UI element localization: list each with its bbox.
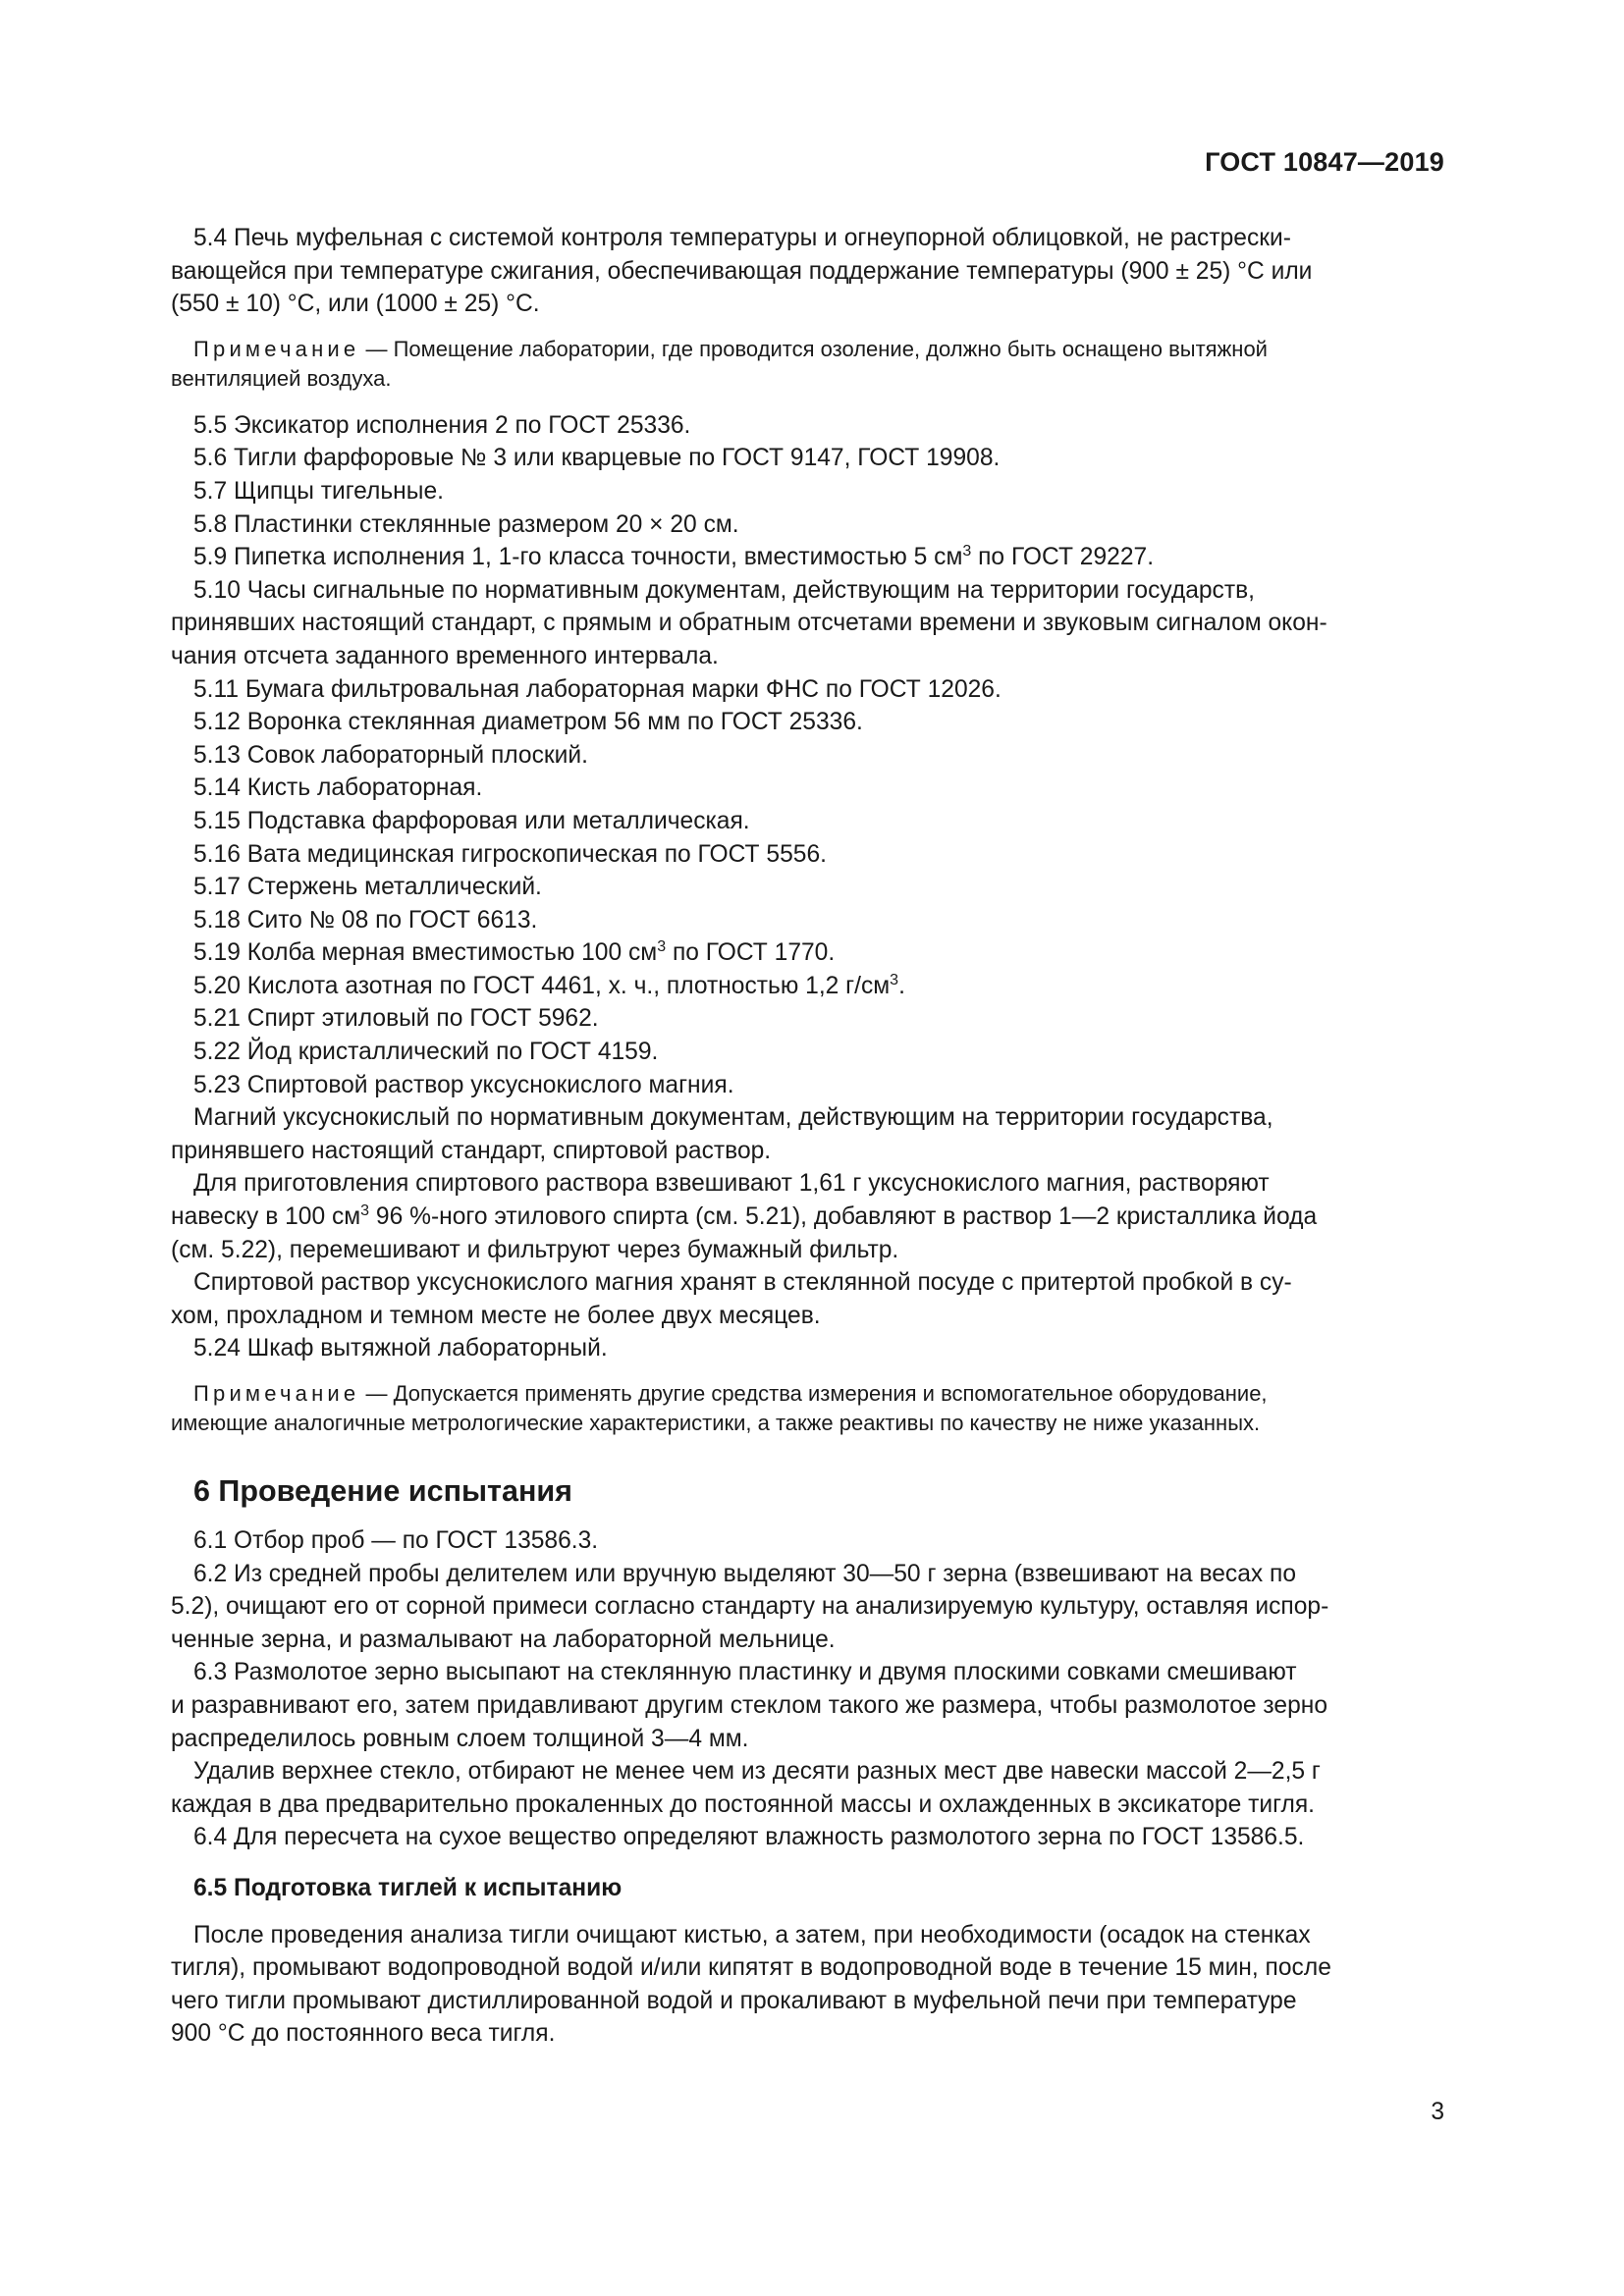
- list-item: 5.24 Шкаф вытяжной лабораторный.: [193, 1335, 608, 1362]
- text-line: принявших настоящий стандарт, с прямым и обратным отсчетами времени и звуковым сигналом окон-: [171, 610, 1327, 637]
- text-line: Спиртовой раствор уксуснокислого магния хранят в стеклянной посуде с притертой пробкой в су-: [193, 1269, 1292, 1297]
- note-line: вентиляцией воздуха.: [171, 365, 392, 391]
- paragraph-storage: [171, 1266, 1445, 1332]
- text-line: Удалив верхнее стекло, отбирают не менее чем из десяти разных мест две навески массой 2—2,5 г: [193, 1758, 1321, 1786]
- note-line: [171, 335, 1445, 364]
- list-item: 6.1 Отбор проб — по ГОСТ 13586.3.: [193, 1527, 599, 1554]
- list-item: 5.8 Пластинки стеклянные размером 20 × 20 см.: [193, 510, 739, 538]
- note-label: Примечание: [193, 1381, 360, 1406]
- subsection-title: 6.5 Подготовка тиглей к испытанию: [193, 1874, 623, 1901]
- superscript: 3: [962, 543, 972, 561]
- document-id: ГОСТ 10847—2019: [1205, 147, 1444, 177]
- text-line: (550 ± 10) °С, или (1000 ± 25) °С.: [171, 291, 540, 318]
- text-line: чего тигли промывают дистиллированной водой и прокаливают в муфельной печи при температуре: [171, 1987, 1297, 2014]
- list-item: 5.20 Кислота азотная по ГОСТ 4461, х. ч., плотностью 1,2 $г/см^3$.: [193, 971, 905, 999]
- superscript: 3: [657, 938, 667, 956]
- paragraph-5-4: [171, 222, 1445, 321]
- list-item: 5.6 Тигли фарфоровые № 3 или кварцевые по ГОСТ 9147, ГОСТ 19908.: [193, 445, 1001, 472]
- note-text: — Помещение лаборатории, где проводится озоление, должно быть оснащено вытяжной: [359, 336, 1268, 361]
- text-line: 900 °С до постоянного веса тигля.: [171, 2020, 556, 2048]
- superscript: 3: [890, 971, 899, 988]
- note-2: [171, 1379, 1445, 1438]
- list-item: 5.13 Совок лабораторный плоский.: [193, 741, 588, 769]
- paragraph-6-2: [171, 1558, 1445, 1657]
- list-item: 5.19 Колба мерная вместимостью 100 $см^3$ по ГОСТ 1770.: [193, 938, 836, 967]
- list-item: 5.15 Подставка фарфоровая или металлическая.: [193, 807, 750, 834]
- paragraph-6-3: [171, 1656, 1445, 1755]
- note-text: — Допускается применять другие средства измерения и вспомогательное оборудование,: [359, 1381, 1268, 1406]
- paragraph-5-10: [171, 574, 1445, 673]
- text-line: навеску в 100 $см^3$ 96 %-ного этилового спирта (см. 5.21), добавляют в раствор 1—2 кристаллика йода: [171, 1202, 1318, 1231]
- text-line: ченные зерна, и размалывают на лабораторной мельнице.: [171, 1626, 836, 1653]
- text-line: тигля), промывают водопроводной водой и/или кипятят в водопроводной воде в течение 15 мин, после: [171, 1954, 1331, 1982]
- note-1: [171, 335, 1445, 394]
- list-item: 5.5 Эксикатор исполнения 2 по ГОСТ 25336.: [193, 411, 691, 439]
- text-line: 6.3 Размолотое зерно высыпают на стеклянную пластинку и двумя плоскими совками смешивают: [193, 1659, 1297, 1686]
- text-line: 6.2 Из средней пробы делителем или вручную выделяют 30—50 г зерна (взвешивают на весах по: [193, 1560, 1297, 1587]
- list-item: 5.23 Спиртовой раствор уксуснокислого магния.: [193, 1071, 734, 1098]
- section-title: 6 Проведение испытания: [193, 1474, 572, 1508]
- list-item: 5.16 Вата медицинская гигроскопическая по ГОСТ 5556.: [193, 840, 827, 868]
- page-number: 3: [1431, 2099, 1444, 2125]
- text-line: Для приготовления спиртового раствора взвешивают 1,61 г уксуснокислого магния, растворяют: [193, 1170, 1270, 1198]
- list-item: 5.7 Щипцы тигельные.: [193, 477, 444, 505]
- note-line: имеющие аналогичные метрологические характеристики, а также реактивы по качеству не ниже указанных.: [171, 1411, 1261, 1435]
- text-line: и разравнивают его, затем придавливают другим стеклом такого же размера, чтобы размолотое зерно: [171, 1691, 1328, 1719]
- item-list-a: [171, 409, 1445, 574]
- list-item: 5.12 Воронка стеклянная диаметром 56 мм по ГОСТ 25336.: [193, 709, 863, 736]
- list-item: 5.11 Бумага фильтровальная лабораторная марки ФНС по ГОСТ 12026.: [193, 675, 1001, 703]
- text-line: вающейся при температуре сжигания, обеспечивающая поддержание температуры (900 ± 25) °С или: [171, 257, 1313, 285]
- list-item: 5.9 Пипетка исполнения 1, 1-го класса точности, вместимостью 5 $см^3$ по ГОСТ 29227.: [193, 543, 1155, 571]
- text-line: чания отсчета заданного временного интервала.: [171, 642, 719, 669]
- paragraph-remove-glass: [171, 1755, 1445, 1821]
- text-line: После проведения анализа тигли очищают кистью, а затем, при необходимости (осадок на стенках: [193, 1921, 1311, 1949]
- text-line: каждая в два предварительно прокаленных до постоянной массы и охлажденных в эксикаторе тигля.: [171, 1790, 1316, 1818]
- text-line: принявшего настоящий стандарт, спиртовой раствор.: [171, 1137, 772, 1164]
- item-list-b: [171, 673, 1445, 1102]
- superscript: 3: [360, 1202, 370, 1220]
- paragraph-magnesium: [171, 1101, 1445, 1167]
- text-line: хом, прохладном и темном месте не более двух месяцев.: [171, 1302, 821, 1329]
- paragraph-preparation: [171, 1167, 1445, 1266]
- page-content: [171, 222, 1445, 2051]
- paragraph-6-5: [171, 1919, 1445, 2051]
- text-line: распределилось ровным слоем толщиной 3—4 мм.: [171, 1725, 749, 1752]
- list-item: 6.4 Для пересчета на сухое вещество определяют влажность размолотого зерна по ГОСТ 13586.5.: [193, 1824, 1305, 1851]
- text-line: 5.2), очищают его от сорной примеси согласно стандарту на анализируемую культуру, оставляя испор-: [171, 1593, 1329, 1621]
- list-item: 5.17 Стержень металлический.: [193, 874, 542, 901]
- text-line: (см. 5.22), перемешивают и фильтруют через бумажный фильтр.: [171, 1236, 899, 1263]
- list-item: 5.21 Спирт этиловый по ГОСТ 5962.: [193, 1005, 599, 1033]
- text-line: 5.10 Часы сигнальные по нормативным документам, действующим на территории государств,: [193, 576, 1256, 604]
- note-line: [171, 1379, 1445, 1409]
- list-item: 5.14 Кисть лабораторная.: [193, 774, 483, 802]
- text-line: 5.4 Печь муфельная с системой контроля температуры и огнеупорной облицовкой, не растрески-: [193, 225, 1291, 251]
- note-label: Примечание: [193, 336, 360, 361]
- list-item: 5.18 Сито № 08 по ГОСТ 6613.: [193, 906, 538, 934]
- text-line: Магний уксуснокислый по нормативным документам, действующим на территории государства,: [193, 1104, 1273, 1132]
- list-item: 5.22 Йод кристаллический по ГОСТ 4159.: [193, 1039, 659, 1066]
